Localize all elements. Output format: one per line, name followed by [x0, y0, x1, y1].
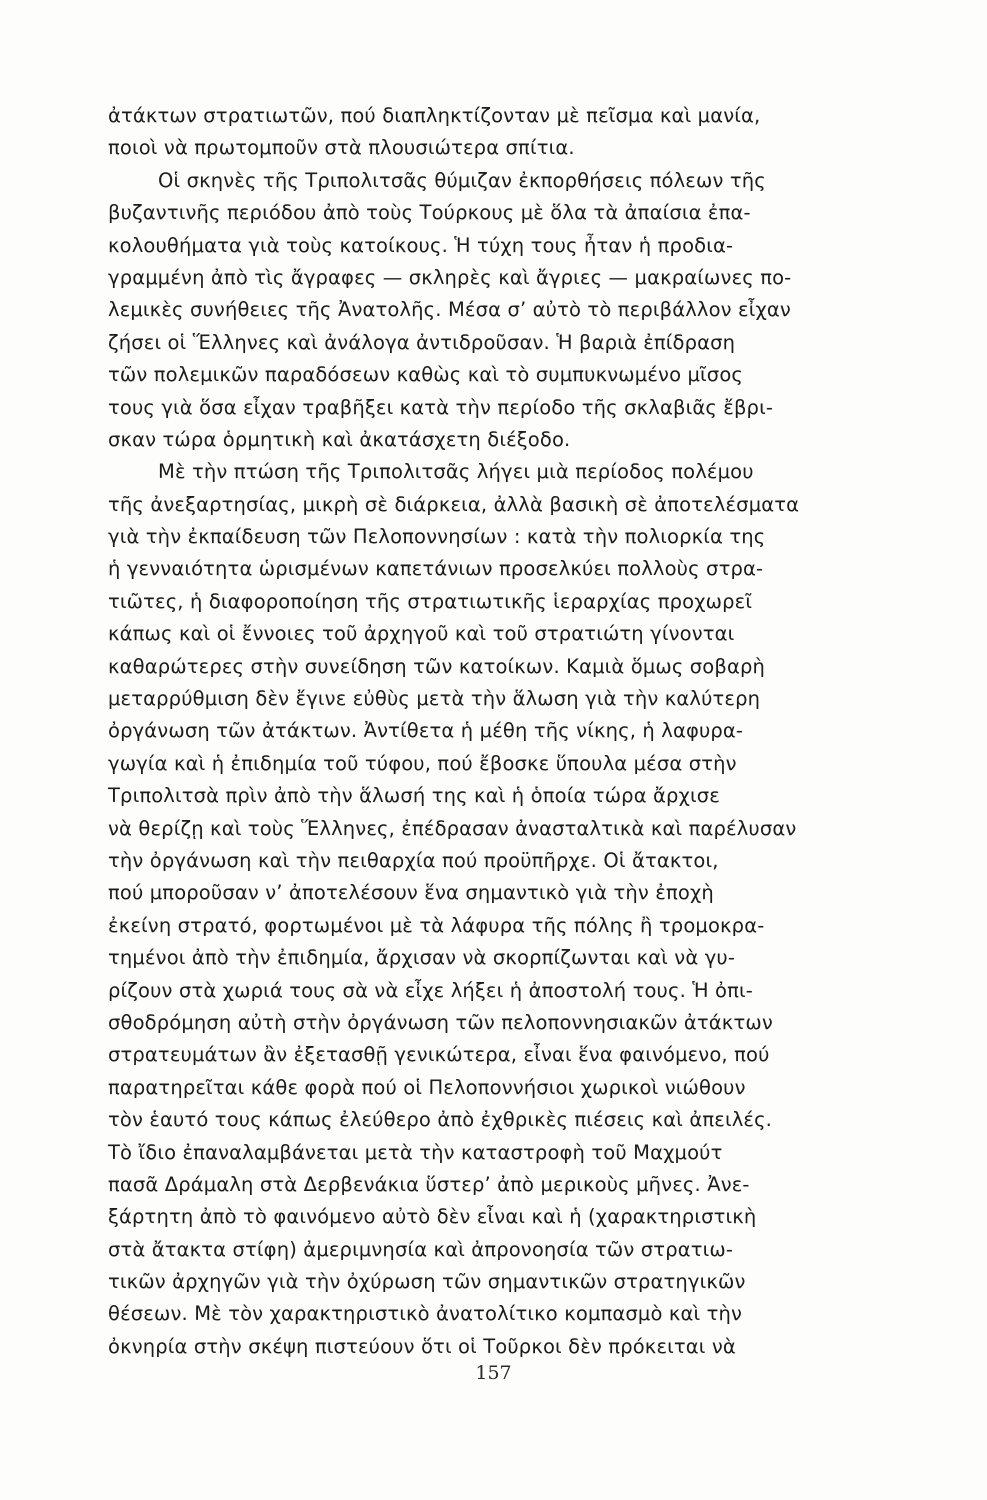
text-line: τικῶν ἀρχηγῶν γιὰ τὴν ὀχύρωση τῶν σημαντικῶν στρατηγικῶν	[108, 1270, 746, 1294]
text-line: καθαρώτερες στὴν συνείδηση τῶν κατοίκων. Καμιὰ ὅμως σοβαρὴ	[108, 654, 766, 678]
page-number: 157	[475, 1362, 512, 1384]
body-text	[108, 100, 852, 1363]
text-line: ρίζουν στὰ χωριά τους σὰ νὰ εἶχε λήξει ἡ ἀποστολή τους. Ἡ ὀπι-	[108, 978, 753, 1002]
text-line: σθοδρόμηση αὐτὴ στὴν ὀργάνωση τῶν πελοποννησιακῶν ἀτάκτων	[108, 1010, 773, 1034]
text-line: παρατηρεῖται κάθε φορὰ πού οἱ Πελοποννήσιοι χωρικοὶ νιώθουν	[108, 1075, 746, 1099]
text-line: ξάρτητη ἀπὸ τὸ φαινόμενο αὐτὸ δὲν εἶναι καὶ ἡ (χαρακτηριστικὴ	[108, 1205, 757, 1229]
text-line: τους γιὰ ὅσα εἶχαν τραβῆξει κατὰ τὴν περίοδο τῆς σκλαβιᾶς ἔβρι-	[108, 395, 774, 419]
paragraph-start-line: Οἱ σκηνὲς τῆς Τριπολιτσᾶς θύμιζαν ἐκπορθήσεις πόλεων τῆς	[158, 168, 766, 192]
text-line: τημένοι ἀπὸ τὴν ἐπιδημία, ἄρχισαν νὰ σκορπίζωνται καὶ νὰ γυ-	[108, 946, 736, 970]
text-line: Τριπολιτσὰ πρὶν ἀπὸ τὴν ἅλωσή της καὶ ἡ ὁποία τώρα ἄρχισε	[108, 784, 720, 808]
text-line: μεταρρύθμιση δὲν ἔγινε εὐθὺς μετὰ τὴν ἅλωση γιὰ τὴν καλύτερη	[108, 687, 761, 711]
text-line: πασᾶ Δράμαλη στὰ Δερβενάκια ὕστερ’ ἀπὸ μερικοὺς μῆνες. Ἀνε-	[108, 1172, 750, 1196]
text-line: γωγία καὶ ἡ ἐπιδημία τοῦ τύφου, πού ἔβοσκε ὕπουλα μέσα στὴν	[108, 751, 737, 775]
text-line: τὴν ὀργάνωση καὶ τὴν πειθαρχία πού προϋπῆρχε. Οἱ ἄτακτοι,	[108, 848, 719, 872]
text-line: κάπως καὶ οἱ ἔννοιες τοῦ ἀρχηγοῦ καὶ τοῦ στρατιώτη γίνονται	[108, 622, 735, 646]
text-line: σκαν τώρα ὁρμητικὴ καὶ ἀκατάσχετη διέξοδο.	[108, 427, 571, 451]
text-line: λεμικὲς συνήθειες τῆς Ἀνατολῆς. Μέσα σ’ αὐτὸ τὸ περιβάλλον εἶχαν	[108, 298, 791, 322]
text-line: τιῶτες, ἡ διαφοροποίηση τῆς στρατιωτικῆς ἱεραρχίας προχωρεῖ	[108, 589, 753, 613]
paragraph-start-line: Μὲ τὴν πτώση τῆς Τριπολιτσᾶς λήγει μιὰ περίοδος πολέμου	[158, 460, 754, 484]
text-line: τὸν ἑαυτό τους κάπως ἐλεύθερο ἀπὸ ἐχθρικὲς πιέσεις καὶ ἀπειλές.	[108, 1108, 773, 1132]
text-line: ὀργάνωση τῶν ἀτάκτων. Ἀντίθετα ἡ μέθη τῆς νίκης, ἡ λαφυρα-	[108, 719, 744, 743]
text-line: ὀκνηρία στὴν σκέψη πιστεύουν ὅτι οἱ Τοῦρκοι δὲν πρόκειται νὰ	[108, 1334, 736, 1358]
text-line: θέσεων. Μὲ τὸν χαρακτηριστικὸ ἀνατολίτικο κομπασμὸ καὶ τὴν	[108, 1302, 743, 1326]
text-line: ζήσει οἱ Ἕλληνες καὶ ἀνάλογα ἀντιδροῦσαν. Ἡ βαριὰ ἐπίδραση	[108, 330, 736, 354]
text-line: νὰ θερίζῃ καὶ τοὺς Ἕλληνες, ἐπέδρασαν ἀνασταλτικὰ καὶ παρέλυσαν	[108, 816, 797, 840]
text-line: κολουθήματα γιὰ τοὺς κατοίκους. Ἡ τύχη τους ἦταν ἡ προδια-	[108, 233, 734, 257]
text-line: Τὸ ἴδιο ἐπαναλαμβάνεται μετὰ τὴν καταστροφὴ τοῦ Μαχμούτ	[108, 1140, 723, 1164]
text-line: βυζαντινῆς περιόδου ἀπὸ τοὺς Τούρκους μὲ ὅλα τὰ ἀπαίσια ἐπα-	[108, 201, 751, 225]
text-line: πού μποροῦσαν ν’ ἀποτελέσουν ἕνα σημαντικὸ γιὰ τὴν ἐποχὴ	[108, 881, 714, 905]
text-line: στρατευμάτων ἂν ἐξετασθῇ γενικώτερα, εἶναι ἕνα φαινόμενο, πού	[108, 1043, 770, 1067]
text-line: ποιοὶ νὰ πρωτομποῦν στὰ πλουσιώτερα σπίτια.	[108, 136, 575, 160]
text-line: ἀτάκτων στρατιωτῶν, πού διαπληκτίζονταν μὲ πεῖσμα καὶ μανία,	[108, 104, 761, 127]
text-line: τῆς ἀνεξαρτησίας, μικρὴ σὲ διάρκεια, ἀλλὰ βασικὴ σὲ ἀποτελέσματα	[108, 492, 800, 516]
text-line: τῶν πολεμικῶν παραδόσεων καθὼς καὶ τὸ συμπυκνωμένο μῖσος	[108, 363, 743, 387]
text-line: στὰ ἄτακτα στίφη) ἀμεριμνησία καὶ ἀπρονοησία τῶν στρατιω-	[108, 1237, 734, 1261]
text-line: γραμμένη ἀπὸ τὶς ἄγραφες — σκληρὲς καὶ ἄγριες — μακραίωνες πο-	[108, 265, 792, 289]
text-line: γιὰ τὴν ἐκπαίδευση τῶν Πελοποννησίων : κατὰ τὴν πολιορκία της	[108, 525, 766, 549]
text-line: ἐκείνη στρατό, φορτωμένοι μὲ τὰ λάφυρα τῆς πόλης ἢ τρομοκρα-	[108, 913, 765, 937]
text-line: ἡ γενναιότητα ὡρισμένων καπετάνιων προσελκύει πολλοὺς στρα-	[108, 557, 764, 581]
